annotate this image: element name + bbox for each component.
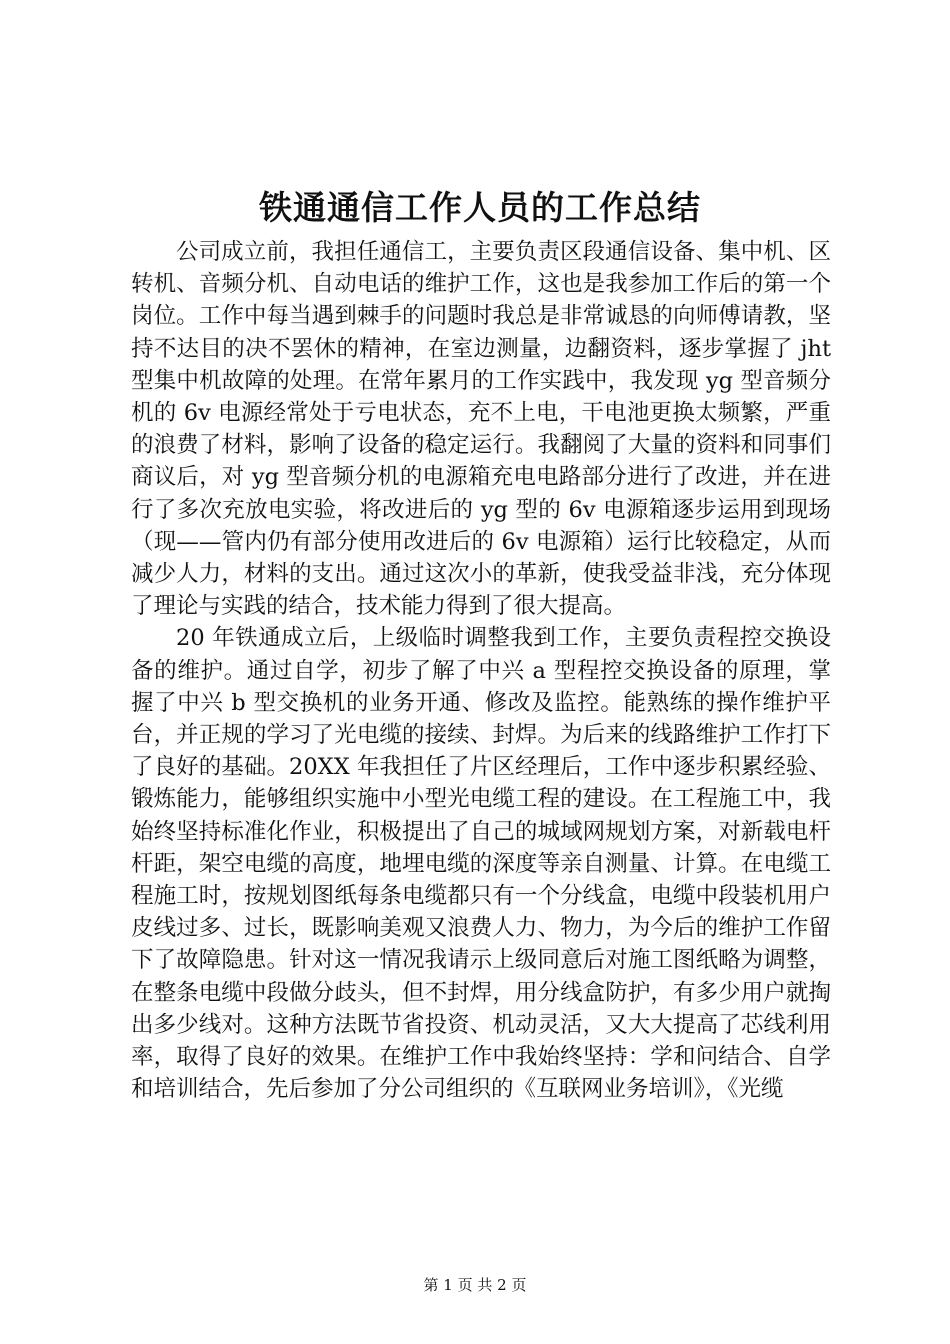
document-title: 铁通通信工作人员的工作总结 bbox=[259, 188, 701, 227]
paragraph-1: 公司成立前，我担任通信工，主要负责区段通信设备、集中机、区转机、音频分机、自动电话的维护工作，这也是我参加工作后的第一个岗位。工作中每当遇到棘手的问题时我总是非常诚恳的向师傅请教，坚持不达目的决不罢休的精神，在室边测量，边翻资料，逐步掌握了 jht 型集中机故障的处理。在常年累月的工作实践中，我发现 yg 型音频分机的 6v 电源经常处于亏电状态，充不上电，干电池更换太频繁，严重的浪费了材料，影响了设备的稳定运行。我翻阅了大量的资料和同事们商议后，对 yg 型音频分机的电源箱充电电路部分进行了改进，并在进行了多次充放电实验，将改进后的 yg 型的 6v 电源箱逐步运用到现场（现——管内仍有部分使用改进后的 6v 电源箱）运行比较稳定，从而减少人力，材料的支出。通过这次小的革新，使我受益非浅，充分体现了理论与实践的结合，技术能力得到了很大提高。 bbox=[131, 239, 831, 620]
document-body bbox=[131, 236, 831, 1105]
page-footer: 第 1 页 共 2 页 bbox=[423, 1276, 527, 1294]
paragraph-2: 20 年铁通成立后，上级临时调整我到工作，主要负责程控交换设备的维护。通过自学，初步了解了中兴 a 型程控交换设备的原理，掌握了中兴 b 型交换机的业务开通、修改及监控。能熟练的操作维护平台，并正规的学习了光电缆的接续、封焊。为后来的线路维护工作打下了良好的基础。20XX 年我担任了片区经理后，工作中逐步积累经验、锻炼能力，能够组织实施中小型光电缆工程的建设。在工程施工中，我始终坚持标准化作业，积极提出了自己的城域网规划方案，对新载电杆杆距，架空电缆的高度，地埋电缆的深度等亲自测量、计算。在电缆工程施工时，按规划图纸每条电缆都只有一个分线盒，电缆中段装机用户皮线过多、过长，既影响美观又浪费人力、物力，为今后的维护工作留下了故障隐患。针对这一情况我请示上级同意后对施工图纸略为调整，在整条电缆中段做分歧头，但不封焊，用分线盒防护，有多少用户就掏出多少线对。这种方法既节省投资、机动灵活，又大大提高了芯线利用率，取得了良好的效果。在维护工作中我始终坚持：学和问结合、自学和培训结合，先后参加了分公司组织的《互联网业务培训》，《光缆 bbox=[131, 625, 831, 1103]
